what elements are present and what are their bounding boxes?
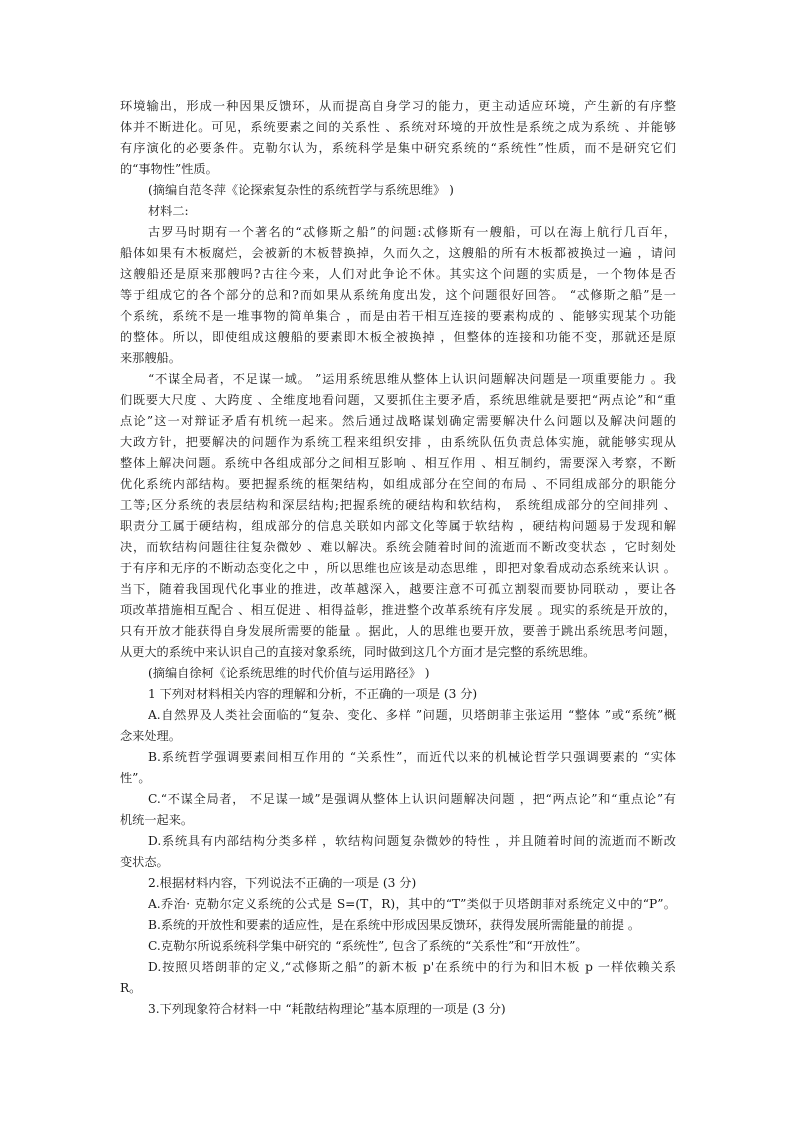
source-citation: (摘编自徐柯《论系统思维的时代价值与运用路径》 ) xyxy=(148,666,430,680)
option-c: C.“不谋全局者， 不足谋一域”是强调从整体上认识问题解决问题 ，把“两点论”和“重点论”有 xyxy=(148,792,676,806)
text-line: 点论”这一对辩证矛盾有机统一起来。然后通过战略谋划确定需要解决什么问题以及解决问题的 xyxy=(120,414,676,428)
text-line: 的“事物性”性质。 xyxy=(120,162,218,176)
text-line: 环境输出，形成一种因果反馈环，从而提高自身学习的能力，更主动适应环境，产生新的有序整 xyxy=(120,99,676,113)
source-citation: (摘编自范冬萍《论探索复杂性的系统哲学与系统思维》 ) xyxy=(148,183,454,197)
text-line: 体并不断进化。可见，系统要素之间的关系性 、系统对环境的开放性是系统之成为系统 、并能够 xyxy=(120,120,676,134)
option-b: B.系统的开放性和要素的适应性，是在系统中形成因果反馈环，获得发展所需能量的前提 。 xyxy=(148,918,641,932)
paragraph-start: “不谋全局者，不足谋一域。 ”运用系统思维从整体上认识问题解决问题是一项重要能力 。我 xyxy=(148,372,676,386)
option-d: D.按照贝塔朗菲的定义,“忒修斯之船”的新木板 p'在系统中的行为和旧木板 p 一样依赖关系 xyxy=(148,960,676,974)
option-c: C.克勒尔所说系统科学集中研究的 “系统性”, 包含了系统的“关系性”和“开放性”。 xyxy=(148,939,588,953)
text-line: 优化系统内部结构。要把握系统的框架结构，如组成部分在空间的布局 、不同组成部分的职能分 xyxy=(120,477,676,491)
text-line: 工等;区分系统的表层结构和深层结构;把握系统的硬结构和软结构， 系统组成部分的空间排列 、 xyxy=(120,498,676,512)
text-line: 有序演化的必要条件。克勒尔认为，系统科学是集中研究系统的“系统性”性质，而不是研究它们 xyxy=(120,141,676,155)
text-line: 当下，随着我国现代化事业的推进，改革越深入，越要注意不可孤立割裂而要协同联动 ，要让各 xyxy=(120,582,676,596)
text-line: 从更大的系统中来认识自己的直接对象系统，同时做到这几个方面才是完整的系统思维。 xyxy=(120,645,596,659)
option-a: A.乔治· 克勒尔定义系统的公式是 S=(T，R)，其中的“T”类似于贝塔朗菲对系统定义中的“P”。 xyxy=(148,897,676,911)
text-line: 等于组成它的各个部分的总和?而如果从系统角度出发，这个问题很好回答。 “忒修斯之船”是一 xyxy=(120,288,676,302)
text-line: 机统一起来。 xyxy=(120,813,194,827)
text-line: 决，而软结构问题往往复杂微妙 、难以解决。系统会随着时间的流逝而不断改变状态 ，它时刻处 xyxy=(120,540,676,554)
text-line: 的整体。所以，即使组成这艘船的要素即木板全被换掉 ，但整体的连接和功能不变，那就还是原 xyxy=(120,330,676,344)
text-line: 来那艘船。 xyxy=(120,351,181,365)
question-3: 3.下列现象符合材料一中 “耗散结构理论”基本原理的一项是 (3 分) xyxy=(148,1002,506,1016)
text-line: 船体如果有木板腐烂，会被新的木板替换掉，久而久之，这艘船的所有木板都被换过一遍 ，请问 xyxy=(120,246,676,260)
paragraph-start: 古罗马时期有一个著名的“忒修斯之船”的问题:忒修斯有一艘船，可以在海上航行几百年， xyxy=(148,225,676,239)
text-line: 们既要大尺度 、大跨度 、全维度地看问题，又要抓住主要矛盾，系统思维就是要把“两点论”和“重 xyxy=(120,393,676,407)
text-line: 变状态。 xyxy=(120,855,169,869)
text-line: R。 xyxy=(120,981,142,995)
option-d: D.系统具有内部结构分类多样 ，软结构问题复杂微妙的特性 ，并且随着时间的流逝而不断改 xyxy=(148,834,676,848)
text-line: 项改革措施相互配合 、相互促进 、相得益彰，推进整个改革系统有序发展 。现实的系统是开放的， xyxy=(120,603,676,617)
question-2: 2.根据材料内容，下列说法不正确的一项是 (3 分) xyxy=(148,876,417,890)
question-1: 1 下列对材料相关内容的理解和分析，不正确的一项是 (3 分) xyxy=(148,687,478,701)
text-line: 整体上解决问题。系统中各组成部分之间相互影响 、相互作用 、相互制约，需要深入考察，不断 xyxy=(120,456,676,470)
option-a: A.自然界及人类社会面临的“复杂、变化、多样 ”问题，贝塔朗菲主张运用 “整体 ”或“系统”概 xyxy=(148,708,676,722)
text-line: 职责分工属于硬结构，组成部分的信息关联如内部文化等属于软结构 ，硬结构问题易于发现和解 xyxy=(120,519,676,533)
text-line: 念来处理。 xyxy=(120,729,181,743)
text-line: 性”。 xyxy=(120,771,151,785)
text-line: 于有序和无序的不断动态变化之中 ，所以思维也应该是动态思维 ，即把对象看成动态系统来认识 。 xyxy=(120,561,676,575)
text-line: 这艘船还是原来那艘吗?古往今来，人们对此争论不休。其实这个问题的实质是，一个物体是否 xyxy=(120,267,676,281)
section-heading: 材料二: xyxy=(148,204,189,218)
text-line: 只有开放才能获得自身发展所需要的能量 。据此，人的思维也要开放，要善于跳出系统思考问题， xyxy=(120,624,676,638)
text-line: 个系统，系统不是一堆事物的简单集合 ，而是由若干相互连接的要素构成的 、能够实现某个功能 xyxy=(120,309,676,323)
option-b: B.系统哲学强调要素间相互作用的 “关系性”，而近代以来的机械论哲学只强调要素的 “实体 xyxy=(148,750,676,764)
text-line: 大政方针，把要解决的问题作为系统工程来组织安排 ，由系统队伍负责总体实施，就能够实现从 xyxy=(120,435,676,449)
